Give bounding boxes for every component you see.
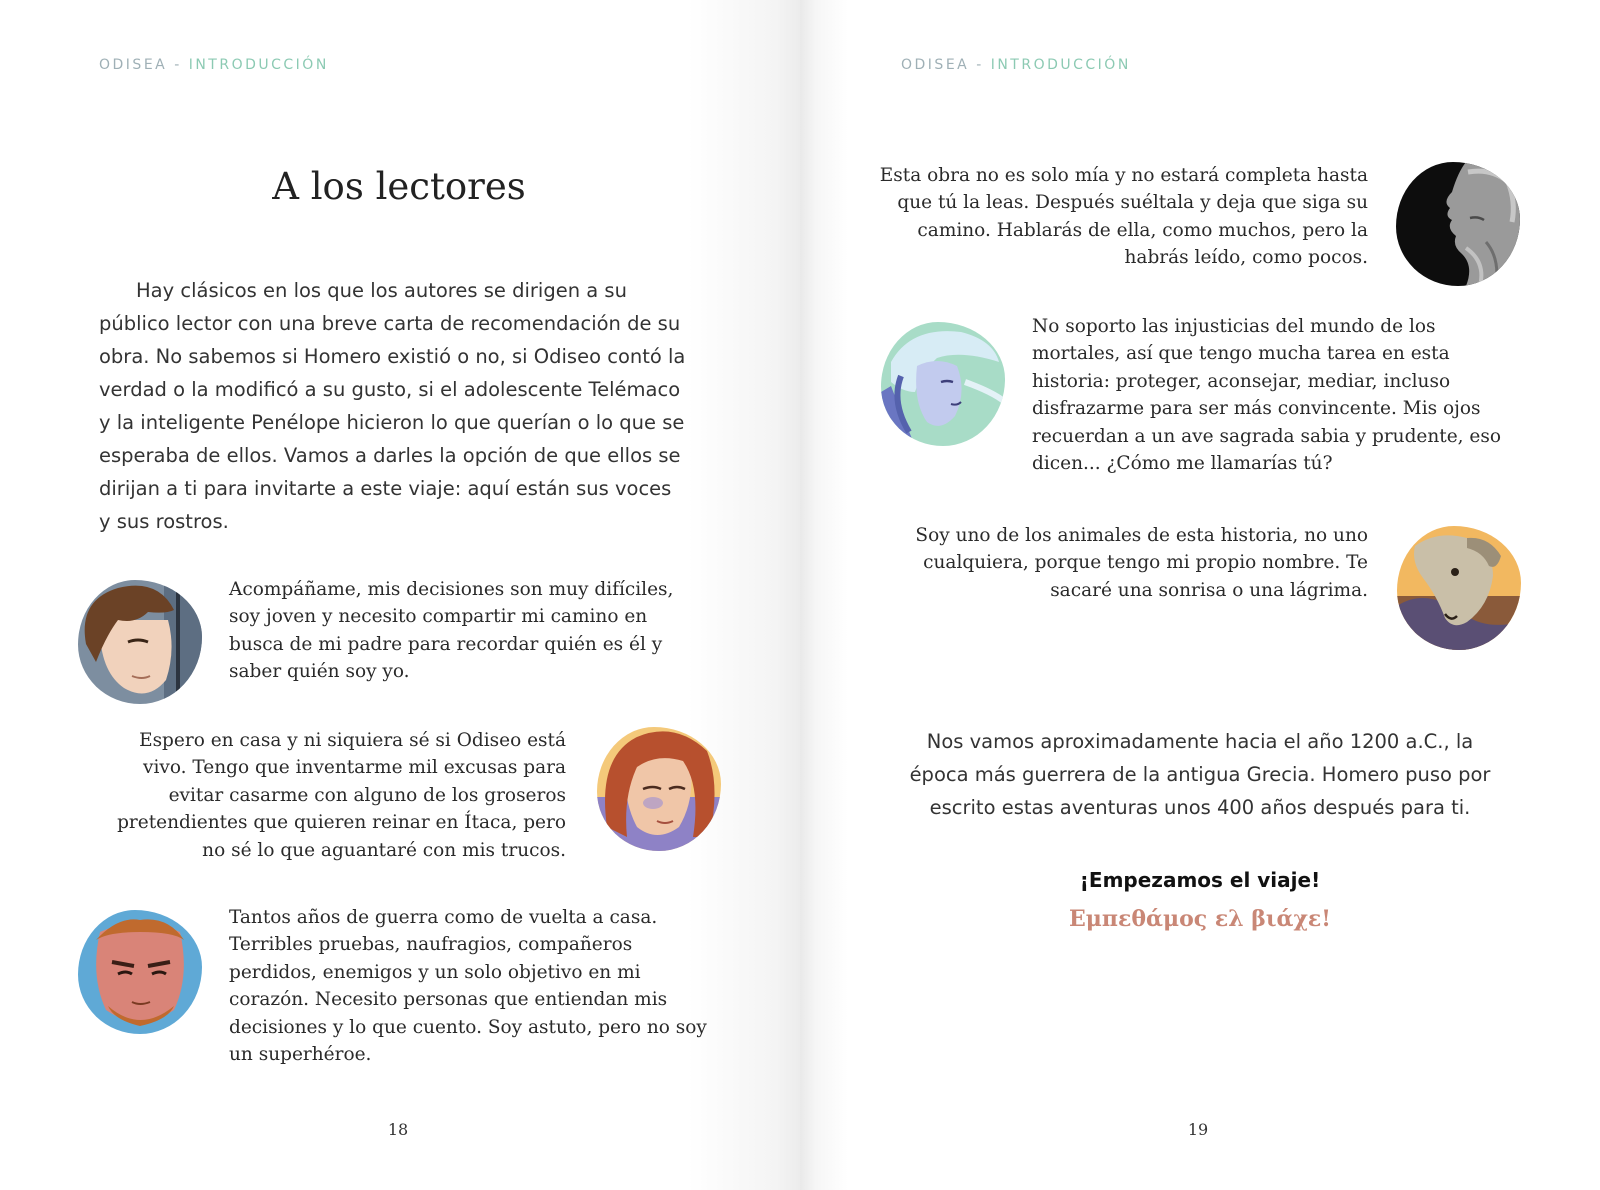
odiseo-voice: Tantos años de guerra como de vuelta a casa. Terribles pruebas, naufragios, compañeros perdidos, enemigos y un solo objetivo en mi corazón. Necesito personas que entiendan mis decisiones y lo que cuento. Soy astuto, pero no soy un superhéroe.	[229, 907, 707, 1066]
intro-paragraph: Hay clásicos en los que los autores se dirigen a su público lector con una breve carta de recomendación de su obra. No sabemos si Homero existió o no, si Odiseo contó la verdad o la modificó a su gusto, si el adolescente Telémaco y la inteligente Penélope hicieron lo que querían o lo que se esperaba de ellos. Vamos a darles la opción de que ellos se dirijan a ti para invitarte a este viaje: aquí están sus voces y sus rostros.	[99, 279, 686, 533]
telemaco-portrait	[78, 580, 202, 704]
odiseo-portrait	[78, 910, 202, 1034]
atenea-portrait	[881, 322, 1005, 446]
right-page	[800, 0, 1600, 1190]
start-journey-greek: Εμπεθάμος ελ βιάχε!	[1069, 906, 1331, 932]
homero-portrait	[1396, 162, 1520, 286]
argos-portrait	[1397, 526, 1521, 650]
atenea-voice: No soporto las injusticias del mundo de los mortales, así que tengo mucha tarea en esta historia: proteger, aconsejar, mediar, incluso disfrazarme para ser más convincente. Mis ojos recuerdan a un ave sagrada sabia y prudente, eso dicen... ¿Cómo me llamarías tú?	[1032, 316, 1502, 475]
page-number: 18	[387, 1120, 409, 1139]
running-head	[99, 57, 329, 73]
running-head	[901, 57, 1131, 73]
start-journey-heading: ¡Empezamos el viaje!	[1079, 868, 1321, 892]
page-title: A los lectores	[272, 165, 526, 208]
running-head-book: ODISEA	[99, 57, 168, 73]
telemaco-voice: Acompáñame, mis decisiones son muy difíciles, soy joven y necesito compartir mi camino en busca de mi padre para recordar quién es él y saber quién soy yo.	[229, 579, 674, 683]
penelope-voice: Espero en casa y ni siquiera sé si Odiseo está vivo. Tengo que inventarme mil excusas para evitar casarme con alguno de los groseros pretendientes que quieren reinar en Ítaca, pero no sé lo que aguantaré con mis trucos.	[117, 730, 566, 861]
running-head-separator: -	[969, 57, 991, 73]
homero-voice: Esta obra no es solo mía y no estará completa hasta que tú la leas. Después suéltala y deja que siga su camino. Hablarás de ella, como muchos, pero la habrás leído, como pocos.	[879, 165, 1368, 269]
running-head-separator: -	[167, 57, 189, 73]
travel-paragraph: Nos vamos aproximadamente hacia el año 1200 a.C., la época más guerrera de la antigua Grecia. Homero puso por escrito estas aventuras unos 400 años después para ti.	[909, 730, 1491, 819]
running-head-section: INTRODUCCIÓN	[188, 57, 329, 73]
page-number: 19	[1187, 1120, 1209, 1139]
running-head-book: ODISEA	[901, 57, 970, 73]
running-head-section: INTRODUCCIÓN	[990, 57, 1131, 73]
argos-voice: Soy uno de los animales de esta historia, no uno cualquiera, porque tengo mi propio nombre. Te sacaré una sonrisa o una lágrima.	[915, 525, 1368, 601]
penelope-portrait	[597, 727, 721, 851]
